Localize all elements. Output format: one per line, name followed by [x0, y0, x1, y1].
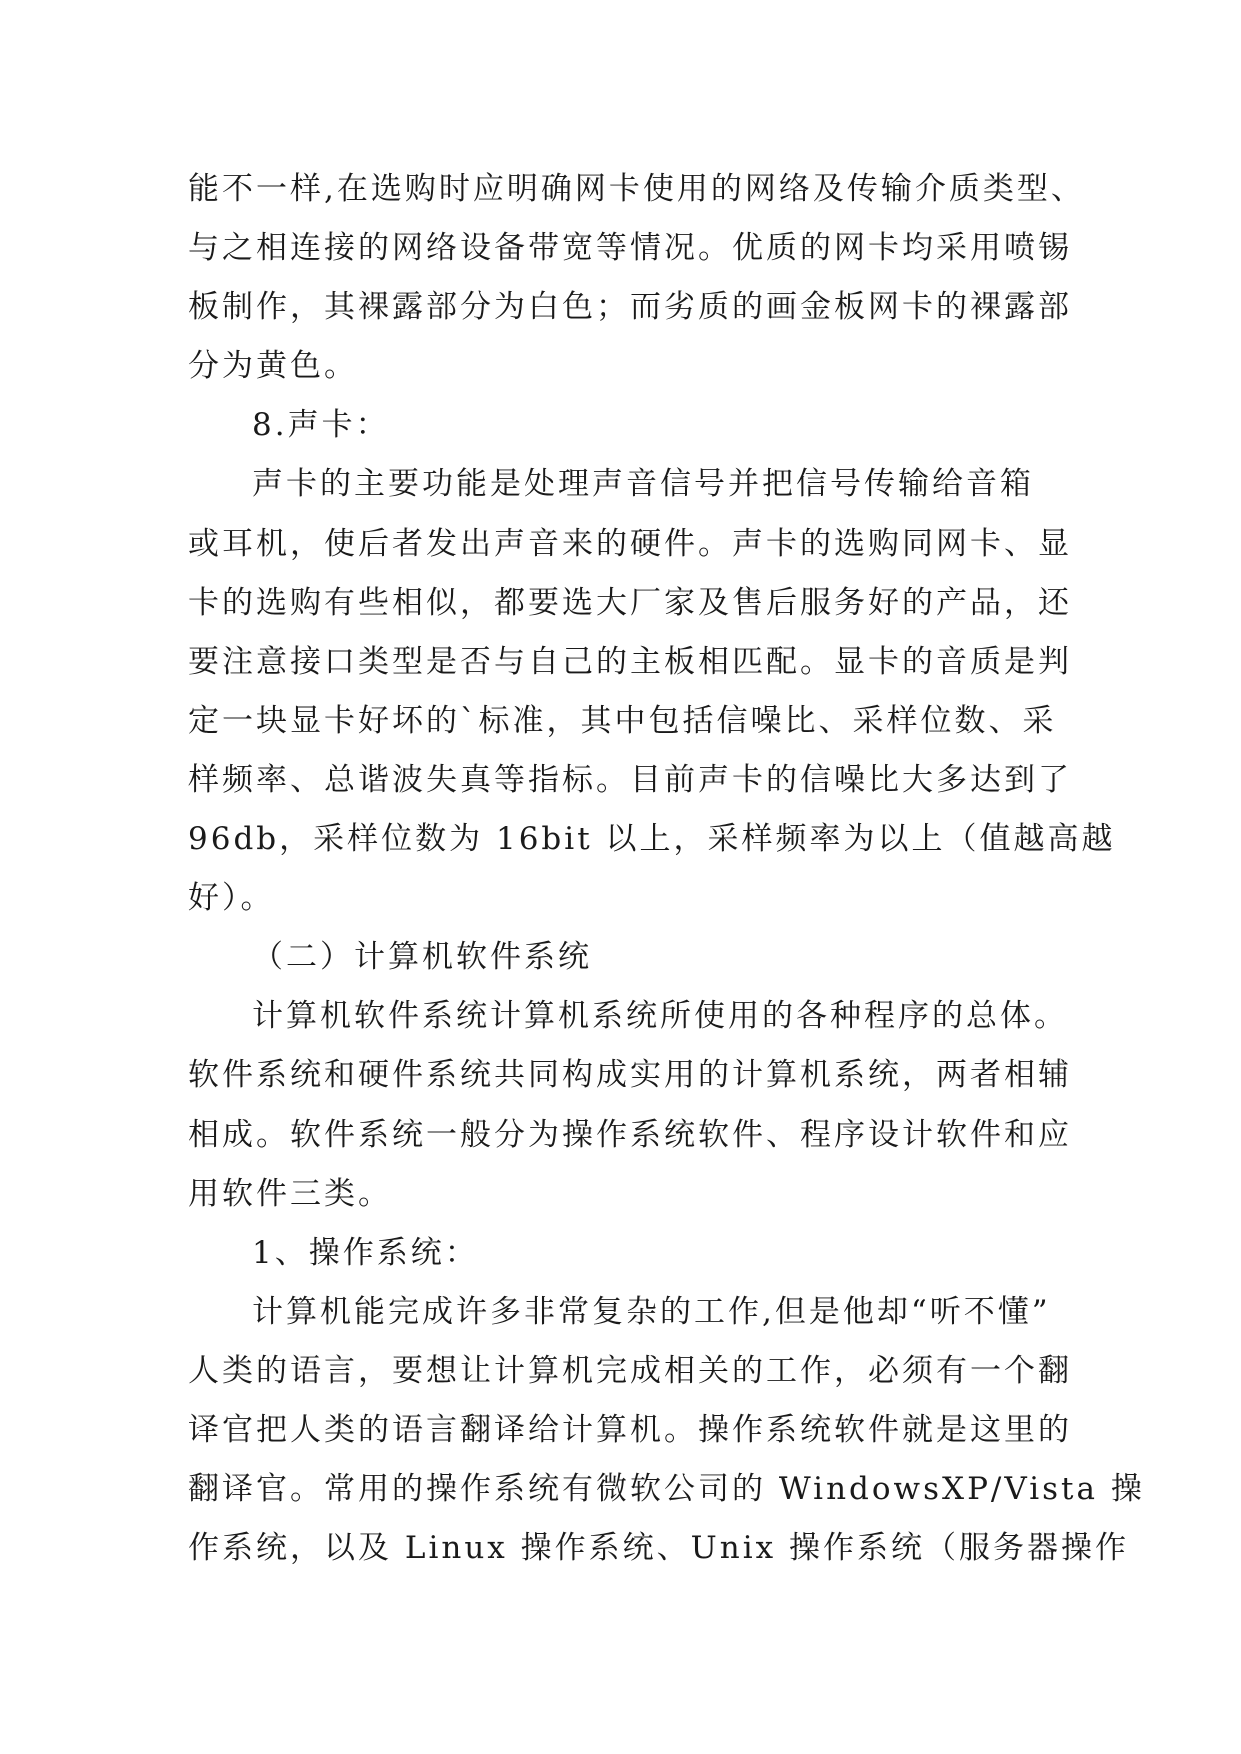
text-line: 计算机能完成许多非常复杂的工作,但是他却“听不懂” — [252, 1293, 1051, 1330]
section-heading-operating-system: 1、操作系统： — [252, 1234, 479, 1271]
section-heading-software-system: （二）计算机软件系统 — [252, 939, 592, 976]
text-line: 用软件三类。 — [188, 1175, 392, 1212]
text-line: 作系统，以及 Linux 操作系统、Unix 操作系统（服务器操作 — [188, 1530, 1129, 1567]
text-line: 与之相连接的网络设备带宽等情况。优质的网卡均采用喷锡 — [188, 230, 1072, 267]
section-heading-sound-card: 8.声卡： — [252, 407, 390, 444]
text-line: 96db，采样位数为 16bit 以上，采样频率为以上（值越高越 — [188, 821, 1116, 858]
text-line: 好）。 — [188, 880, 275, 917]
text-line: 板制作，其裸露部分为白色；而劣质的画金板网卡的裸露部 — [188, 289, 1072, 326]
text-line: 定一块显卡好坏的`标准，其中包括信噪比、采样位数、采 — [188, 702, 1057, 739]
text-line: 人类的语言，要想让计算机完成相关的工作，必须有一个翻 — [188, 1352, 1072, 1389]
text-line: 卡的选购有些相似，都要选大厂家及售后服务好的产品，还 — [188, 584, 1072, 621]
text-line: 计算机软件系统计算机系统所使用的各种程序的总体。 — [252, 998, 1068, 1035]
text-line: 声卡的主要功能是处理声音信号并把信号传输给音箱 — [252, 466, 1034, 503]
text-line: 软件系统和硬件系统共同构成实用的计算机系统，两者相辅 — [188, 1057, 1072, 1094]
text-line: 翻译官。常用的操作系统有微软公司的 WindowsXP/Vista 操 — [188, 1471, 1145, 1508]
text-line: 分为黄色。 — [188, 348, 358, 385]
text-line: 要注意接口类型是否与自己的主板相匹配。显卡的音质是判 — [188, 643, 1072, 680]
document-body — [188, 160, 1145, 1578]
text-line: 译官把人类的语言翻译给计算机。操作系统软件就是这里的 — [188, 1411, 1072, 1448]
text-line: 或耳机，使后者发出声音来的硬件。声卡的选购同网卡、显 — [188, 525, 1072, 562]
text-line: 相成。软件系统一般分为操作系统软件、程序设计软件和应 — [188, 1116, 1072, 1153]
text-line: 样频率、总谐波失真等指标。目前声卡的信噪比大多达到了 — [188, 761, 1072, 798]
text-line: 能不一样,在选购时应明确网卡使用的网络及传输介质类型、 — [188, 171, 1085, 207]
